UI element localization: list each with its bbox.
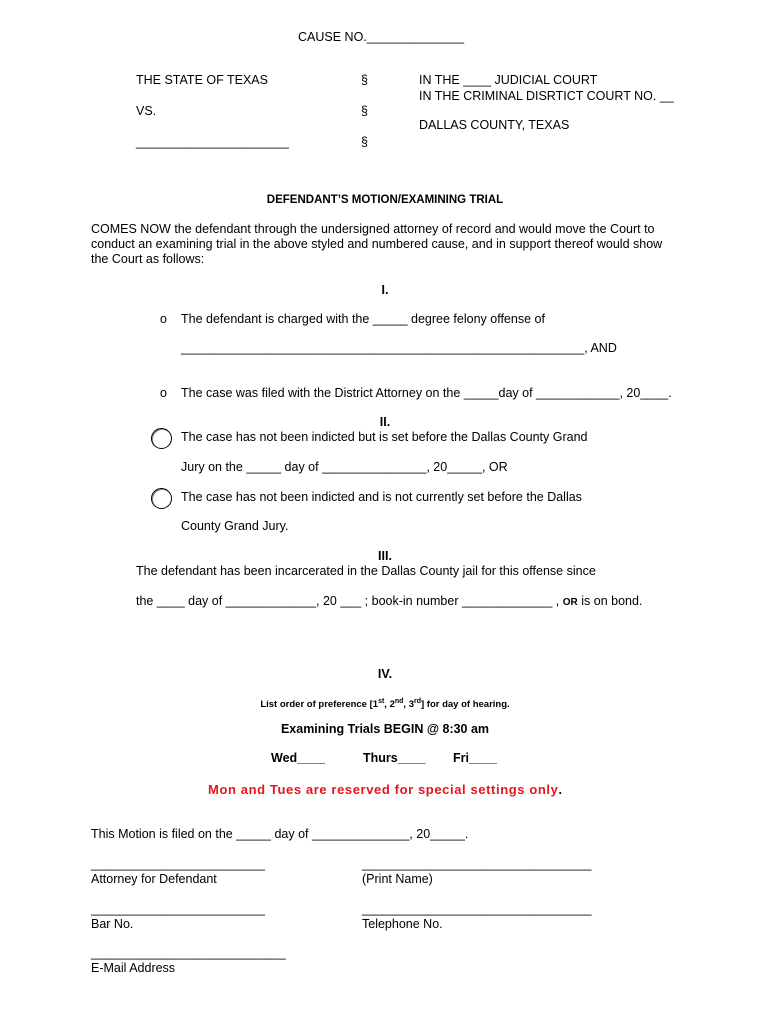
option-not-set-line: County Grand Jury. — [181, 519, 289, 533]
on-bond-text: is on bond. — [581, 594, 643, 608]
radio-set-before-grand-jury[interactable] — [151, 428, 172, 449]
option-set-date-line: Jury on the _____ day of _______________, 20_____, OR — [181, 460, 508, 474]
pref-text: , 2 — [384, 699, 395, 710]
reserved-notice — [0, 782, 770, 798]
radio-not-set-before-grand-jury[interactable] — [151, 488, 172, 509]
section-heading-3: III. — [378, 549, 392, 563]
offense-blank-line: __________________________________________________________, AND — [181, 341, 617, 355]
caption-judicial-court: IN THE ____ JUDICIAL COURT — [419, 73, 598, 87]
or-label: OR — [562, 597, 578, 608]
pref-text: , 3 — [403, 699, 414, 710]
book-in-line — [136, 594, 642, 610]
telephone-label: Telephone No. — [362, 917, 443, 931]
intro-line: conduct an examining trial in the above styled and numbered cause, and in support thereof would show — [91, 237, 663, 251]
reserved-text: Mon and Tues are reserved for special settings only — [208, 782, 559, 797]
cause-number: CAUSE NO.______________ — [298, 30, 465, 44]
pref-sup: st — [378, 697, 385, 705]
section-mark: § — [361, 135, 368, 149]
email-label: E-Mail Address — [91, 961, 176, 975]
charge-line: The defendant is charged with the _____ degree felony offense of — [181, 312, 545, 326]
telephone-line: _________________________________ — [362, 902, 592, 916]
print-name-label: (Print Name) — [362, 872, 433, 886]
section-heading-2: II. — [379, 415, 391, 429]
bullet-icon: o — [160, 386, 167, 400]
document-title: DEFENDANT’S MOTION/EXAMINING TRIAL — [266, 194, 504, 206]
print-name-line: _________________________________ — [362, 857, 592, 871]
bar-no-label: Bar No. — [91, 917, 134, 931]
bar-no-line: _________________________ — [91, 902, 265, 916]
bullet-icon: o — [160, 312, 167, 326]
option-set-line: The case has not been indicted but is set before the Dallas County Grand — [181, 430, 588, 444]
day-fri: Fri____ — [453, 751, 497, 765]
section-mark: § — [361, 73, 368, 87]
day-wed: Wed____ — [271, 751, 325, 765]
caption-vs: VS. — [136, 104, 157, 118]
attorney-signature-line: _________________________ — [91, 857, 265, 871]
caption-county: DALLAS COUNTY, TEXAS — [419, 118, 570, 132]
section-heading-4: IV. — [377, 667, 393, 681]
preference-instruction — [0, 697, 770, 712]
section-heading-1: I. — [381, 283, 389, 297]
caption-state: THE STATE OF TEXAS — [136, 73, 268, 87]
filed-date-line: This Motion is filed on the _____ day of ______________, 20_____. — [91, 827, 469, 841]
intro-line: COMES NOW the defendant through the undersigned attorney of record and would move the Court to — [91, 222, 655, 236]
pref-text: List order of preference [1 — [260, 699, 379, 710]
section-mark: § — [361, 104, 368, 118]
book-in-text: the ____ day of _____________, 20 ___ ; book-in number _____________ , — [136, 594, 560, 608]
reserved-period: . — [558, 783, 562, 797]
attorney-label: Attorney for Defendant — [91, 872, 217, 886]
trials-begin-time: Examining Trials BEGIN @ 8:30 am — [280, 722, 490, 736]
filed-with-da-line: The case was filed with the District Attorney on the _____day of ____________, 20____. — [181, 386, 672, 400]
email-line: ____________________________ — [91, 946, 286, 960]
caption-criminal-court: IN THE CRIMINAL DISRTICT COURT NO. __ — [419, 89, 674, 103]
day-thurs: Thurs____ — [363, 751, 426, 765]
pref-sup: nd — [394, 697, 404, 705]
pref-sup: rd — [413, 697, 421, 705]
caption-defendant-blank: ______________________ — [136, 135, 289, 149]
intro-line: the Court as follows: — [91, 252, 205, 266]
incarcerated-line: The defendant has been incarcerated in the Dallas County jail for this offense since — [136, 564, 596, 578]
option-not-set-line: The case has not been indicted and is not currently set before the Dallas — [181, 490, 582, 504]
pref-text: ] for day of hearing. — [420, 699, 510, 710]
